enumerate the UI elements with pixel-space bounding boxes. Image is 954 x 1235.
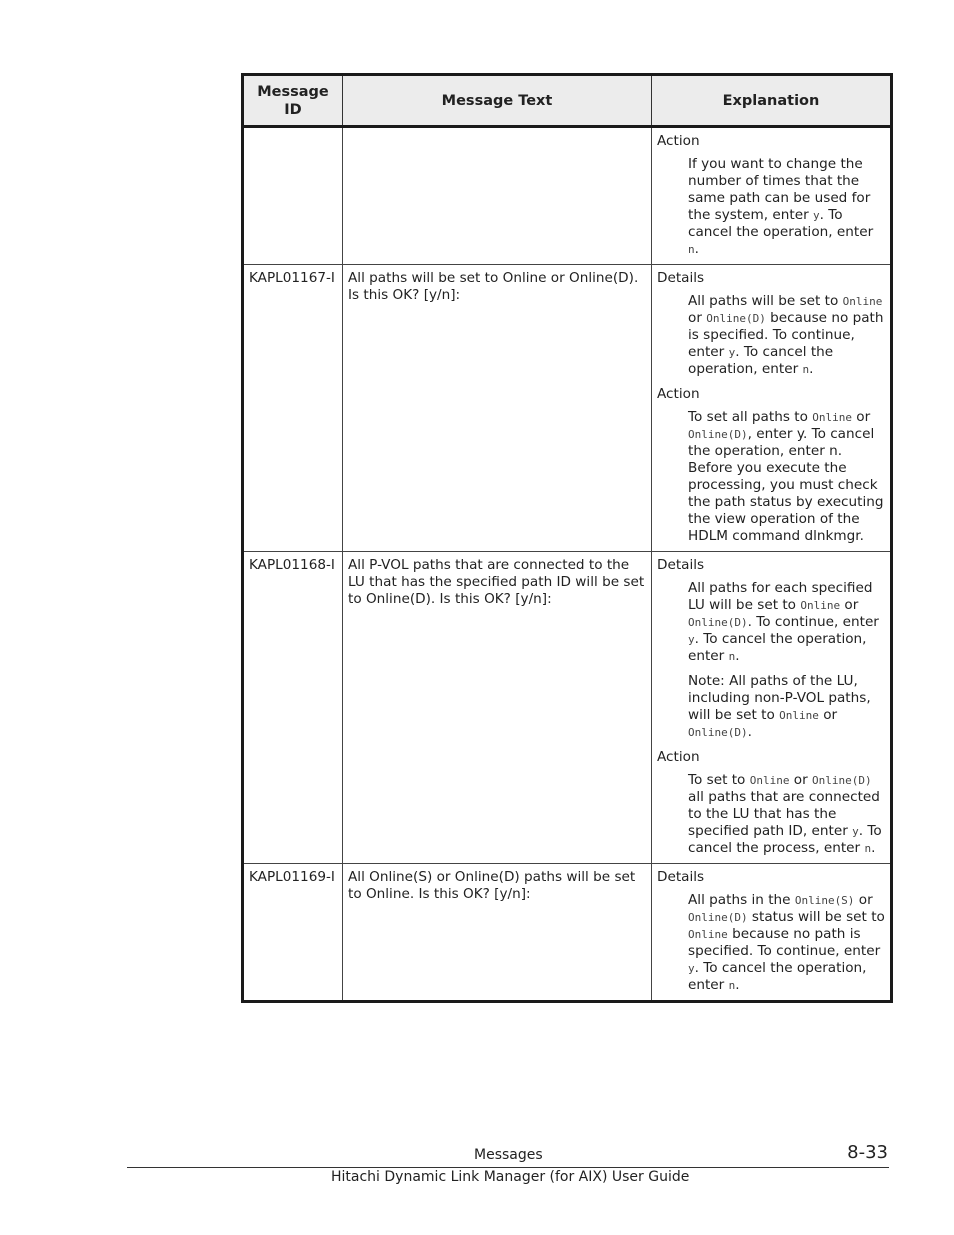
table-row	[243, 552, 892, 864]
message-text-cell: All P-VOL paths that are connected to the LU that has the specified path ID will be set to Online(D). Is this OK? [y/n]:	[343, 552, 652, 864]
text-segment: All paths for each specified LU will be set to	[688, 580, 873, 613]
text-segment: Note: All paths of the LU, including non-P-VOL paths, will be set to	[688, 673, 871, 723]
message-text-cell: All paths will be set to Online or Online(D). Is this OK? [y/n]:	[343, 265, 652, 552]
table-row	[243, 127, 892, 265]
message-id-cell: KAPL01169-I	[243, 864, 343, 1002]
text-segment: . To cancel the operation, enter	[688, 631, 867, 664]
explanation-label: Action	[657, 386, 700, 402]
text-segment: . To cancel the operation, enter	[688, 960, 867, 993]
code-term: n	[728, 650, 736, 663]
text-segment: .	[809, 361, 814, 377]
text-segment: . To cancel the process, enter	[688, 823, 882, 856]
explanation-cell	[652, 864, 892, 1002]
explanation-paragraph	[688, 156, 885, 258]
explanation-paragraph	[688, 580, 885, 665]
text-segment: or	[789, 772, 813, 788]
explanation-label: Details	[657, 557, 705, 573]
text-segment: all paths that are connected to the LU that has the specified path ID, enter	[688, 789, 880, 839]
text-segment: or	[818, 707, 838, 723]
message-text-cell	[343, 127, 652, 265]
explanation-label: Details	[657, 869, 705, 885]
header-message-text: Message Text	[343, 75, 652, 127]
message-table	[241, 73, 893, 1003]
code-term: Online(D)	[688, 428, 748, 441]
text-segment: To set to	[688, 772, 750, 788]
explanation-paragraph	[688, 673, 885, 741]
text-segment: or	[688, 310, 707, 326]
explanation-cell	[652, 265, 892, 552]
footer-divider	[127, 1167, 889, 1168]
message-text-cell: All Online(S) or Online(D) paths will be set to Online. Is this OK? [y/n]:	[343, 864, 652, 1002]
text-segment: .	[694, 241, 699, 257]
header-explanation: Explanation	[652, 75, 892, 127]
code-term: n	[864, 842, 872, 855]
table-body	[243, 127, 892, 1002]
explanation-paragraph	[688, 892, 885, 994]
code-term: Online	[812, 411, 852, 424]
text-segment: . To cancel the operation, enter	[688, 344, 834, 377]
text-segment: or	[851, 409, 871, 425]
text-segment: status will be set to	[747, 909, 885, 925]
explanation-paragraph	[688, 772, 885, 857]
explanation-label: Action	[657, 749, 700, 765]
text-segment: because no path is specified. To continue, enter	[688, 310, 884, 360]
explanation-paragraph	[688, 409, 885, 545]
code-term: Online(S)	[794, 894, 855, 907]
text-segment: . To cancel the operation, enter	[688, 207, 874, 240]
code-term: n	[802, 363, 810, 376]
table-header-row	[243, 75, 892, 127]
explanation-cell	[652, 127, 892, 265]
text-segment: .	[747, 724, 752, 740]
text-segment: If you want to change the number of times that the same path can be used for the system, enter	[688, 156, 871, 223]
code-term: Online(D)	[688, 911, 748, 924]
message-id-cell	[243, 127, 343, 265]
code-term: Online	[688, 928, 728, 941]
explanation-label: Details	[657, 270, 705, 286]
explanation-paragraph	[688, 293, 885, 378]
text-segment: because no path is specified. To continue, enter	[688, 926, 881, 959]
code-term: y	[728, 346, 736, 359]
code-term: Online(D)	[706, 312, 766, 325]
code-term: y	[813, 209, 820, 222]
explanation-label: Action	[657, 133, 700, 149]
text-segment: All paths in the	[688, 892, 795, 908]
code-term: Online(D)	[812, 774, 872, 787]
code-term: n	[728, 979, 736, 992]
footer-book-title: Hitachi Dynamic Link Manager (for AIX) User Guide	[331, 1169, 690, 1185]
text-segment: or	[854, 892, 873, 908]
table-row	[243, 864, 892, 1002]
page-number: 8-33	[847, 1142, 888, 1163]
text-segment: . To continue, enter	[747, 614, 879, 630]
header-message-id: Message ID	[243, 75, 343, 127]
code-term: y	[688, 962, 695, 975]
code-term: Online(D)	[688, 616, 748, 629]
code-term: Online	[779, 709, 819, 722]
text-segment: .	[735, 977, 740, 993]
code-term: y	[688, 633, 695, 646]
text-segment: To set all paths to	[688, 409, 813, 425]
code-term: y	[852, 825, 859, 838]
message-id-cell: KAPL01168-I	[243, 552, 343, 864]
explanation-cell	[652, 552, 892, 864]
code-term: Online	[749, 774, 790, 787]
code-term: n	[688, 243, 695, 256]
text-segment: .	[735, 648, 740, 664]
table-row	[243, 265, 892, 552]
message-id-cell: KAPL01167-I	[243, 265, 343, 552]
text-segment: , enter y. To cancel the operation, enter n. Before you execute the processing, you must check the path status by executing the view operation of the HDLM command dlnkmgr.	[688, 426, 884, 544]
text-segment: All paths will be set to	[688, 293, 843, 309]
text-segment: .	[871, 840, 876, 856]
text-segment: or	[840, 597, 859, 613]
code-term: Online(D)	[688, 726, 748, 739]
footer-section-name: Messages	[474, 1147, 543, 1163]
code-term: Online	[842, 295, 883, 308]
code-term: Online	[800, 599, 841, 612]
